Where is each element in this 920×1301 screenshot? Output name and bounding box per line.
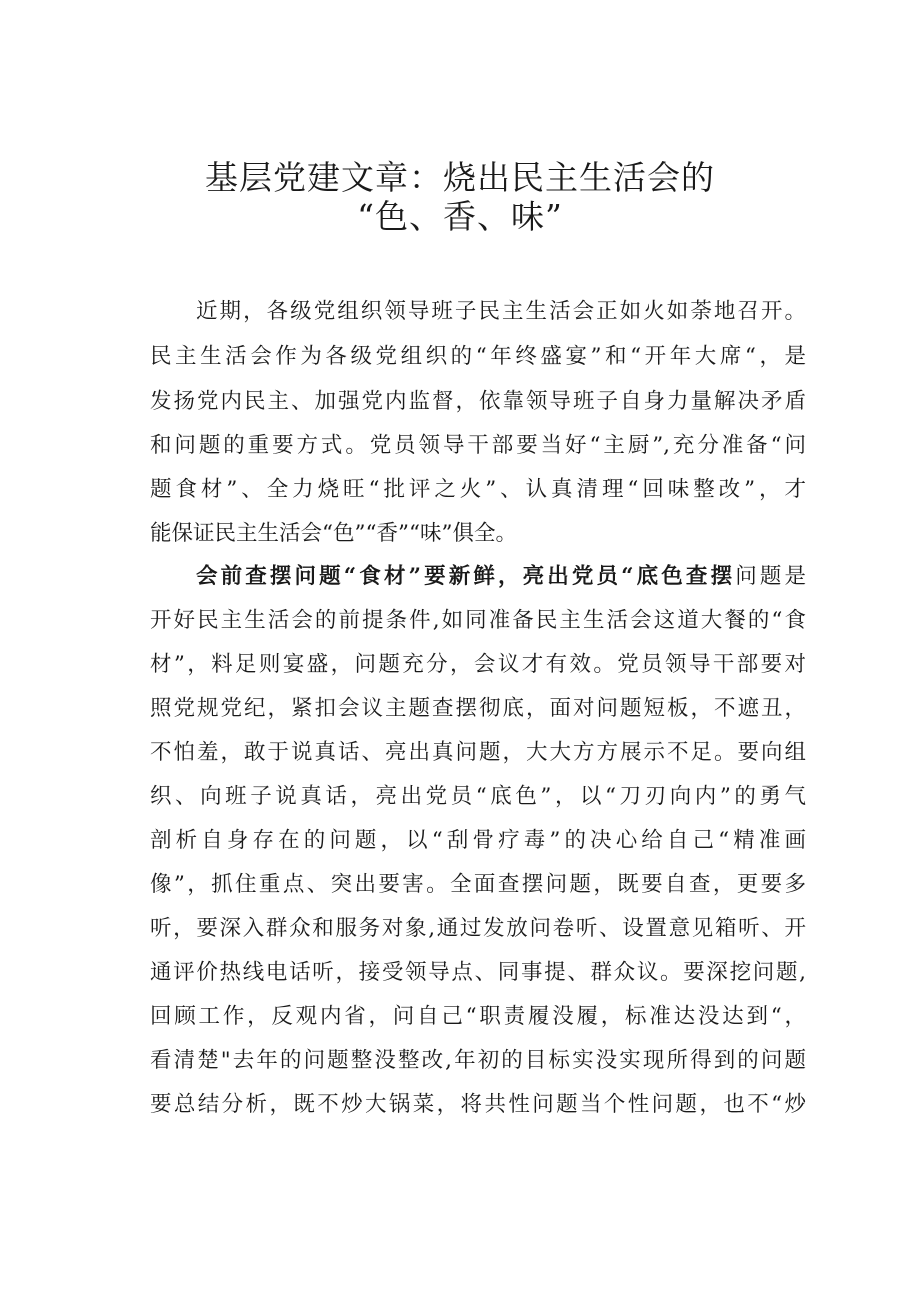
paragraph-1-line-3: 发扬党内民主、加强党内监督，依靠领导班子自身力量解决矛盾	[150, 389, 806, 414]
paragraph-2-line-5: 不怕羞，敢于说真话、亮出真问题，大大方方展示不足。要向组	[150, 740, 806, 765]
paragraph-2-line-3: 材”，料足则宴盛，问题充分，会议才有效。党员领导干部要对	[150, 652, 806, 677]
paragraph-1-line-2: 民主生活会作为各级党组织的“年终盛宴”和“开年大席“，是	[150, 344, 806, 369]
paragraph-2-line-10: 通评价热线电话听，接受领导点、同事提、群众议。要深挖问题,	[150, 960, 806, 985]
paragraph-2-heading: 会前查摆问题“食材”要新鲜，亮出党员“底色查摆	[196, 564, 736, 589]
paragraph-2-line-9: 听，要深入群众和服务对象,通过发放问卷听、设置意见箱听、开	[150, 916, 806, 941]
paragraph-2-line-6: 织、向班子说真话，亮出党员“底色”，以“刀刃向内”的勇气	[150, 784, 806, 809]
paragraph-2-line-8: 像”，抓住重点、突出要害。全面查摆问题，既要自查，更要多	[150, 872, 806, 897]
paragraph-1-line-6: 能保证民主生活会“色”“香”“味”俱全。	[150, 521, 517, 546]
paragraph-1-line-5: 题食材”、全力烧旺“批评之火”、认真清理“回味整改”，才	[150, 477, 806, 502]
paragraph-2-line-1	[196, 563, 806, 591]
paragraph-2-line-4: 照党规党纪，紧扣会议主题查摆彻底，面对问题短板，不遮丑，	[150, 696, 806, 721]
document-title-line-2: “色、香、味”	[357, 197, 563, 236]
paragraph-2-line-11: 回顾工作，反观内省，问自己“职责履没履，标准达没达到“，	[150, 1004, 806, 1029]
paragraph-1-line-4: 和问题的重要方式。党员领导干部要当好“主厨”,充分准备“问	[150, 433, 806, 458]
paragraph-2-lead-text: 问题是	[735, 564, 806, 589]
paragraph-2-line-12: 看清楚"去年的问题整没整改,年初的目标实没实现所得到的问题	[150, 1048, 806, 1073]
paragraph-2-line-7: 剖析自身存在的问题，以“刮骨疗毒”的决心给自己“精准画	[150, 828, 806, 853]
paragraph-1-line-1: 近期，各级党组织领导班子民主生活会正如火如荼地召开。	[196, 299, 806, 324]
paragraph-2-line-2: 开好民主生活会的前提条件,如同准备民主生活会这道大餐的“食	[150, 608, 806, 633]
paragraph-2-line-13: 要总结分析，既不炒大锅菜，将共性问题当个性问题，也不“炒	[150, 1092, 806, 1117]
document-title-line-1: 基层党建文章：烧出民主生活会的	[205, 158, 715, 197]
